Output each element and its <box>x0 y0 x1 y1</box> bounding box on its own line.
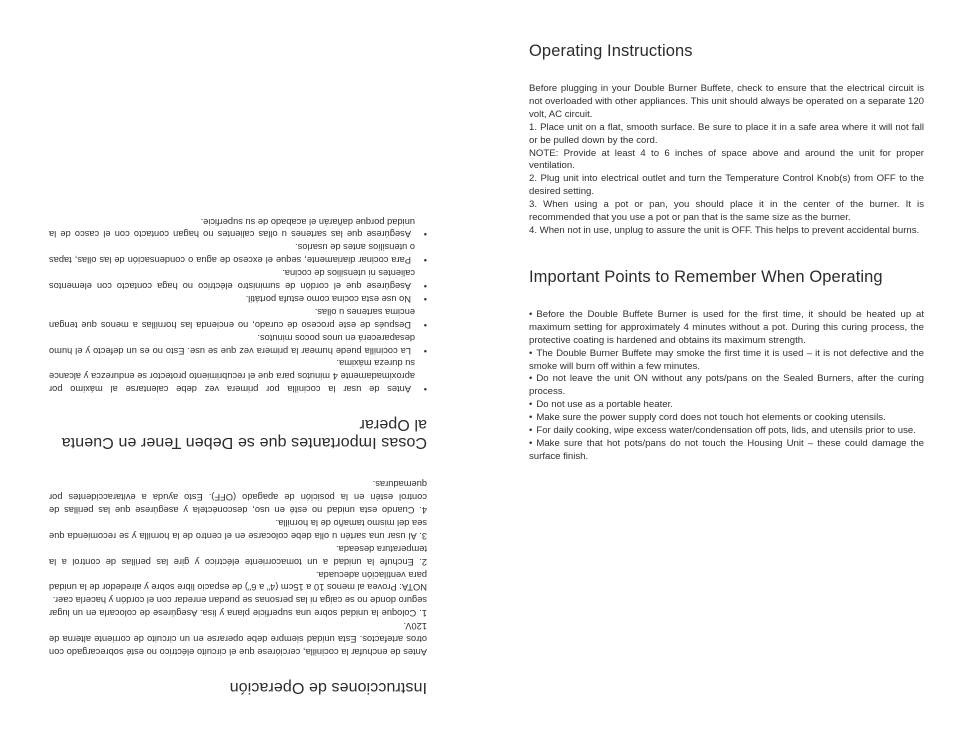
list-item: •Asegúrese que el cordón de suministro eléctrico no haga contacto con elementos calientes ni utensilios de cocina. <box>49 268 427 292</box>
bullet-icon: • <box>529 412 533 424</box>
spanish-important-title: Cosas Importantes que se Deben Tener en Cuenta al Operar <box>61 416 427 452</box>
list-item: • The Double Burner Buffete may smoke the first time it is used – it is not defective and the smoke will burn off within a few minutes. <box>529 347 924 372</box>
bullet-icon: • <box>423 229 427 240</box>
spanish-step-2: 2. Enchufe la unidad a un tomacorriente eléctrico y gire las perillas de control a la temperatura deseada. <box>49 543 427 567</box>
bullet-icon: • <box>423 345 427 356</box>
spanish-step-4: 4. Cuando esta unidad no esté en uso, desconéctela y asegúrese que las perillas de control estén en la posición de apagado (OFF). Esto ayuda a evitaraccidentes por quemaduras. <box>49 479 427 516</box>
list-item: • Make sure the power supply cord does not touch hot elements or cooking utensils. <box>529 412 886 424</box>
english-step-2: 2. Plug unit into electrical outlet and turn the Temperature Control Knob(s) from OFF to the desired setting. <box>529 173 924 198</box>
english-important-title: Important Points to Remember When Operating <box>529 267 883 286</box>
list-item: •Para cocinar diariamente, seque el exceso de agua o condensación de las ollas, tapas o utensilios antes de usarlos. <box>49 242 427 266</box>
english-note: NOTE: Provide at least 4 to 6 inches of space above and around the unit for proper ventilation. <box>529 147 924 172</box>
list-item: •Asegúrese que las sartenes u ollas calientes no hagan contacto con el casco de la unidad porque dañarán el acabado de su superficie. <box>49 216 427 240</box>
english-important-section <box>529 268 924 464</box>
list-item: •Antes de usar la cocinilla por primera vez debe calentarse al máximo por aproximadamente 4 minutos para que el recubrimiento protector se endurezca y alcance su dureza máxima. <box>49 358 427 395</box>
english-important-list <box>529 309 924 464</box>
list-item: • Make sure that hot pots/pans do not touch the Housing Unit – these could damage the surface finish. <box>529 437 924 462</box>
list-item: •La cocinilla puede humear la primera vez que se use. Esto no es un defecto y el humo desaparecerá en unos pocos minutos. <box>49 332 427 356</box>
english-step-4: 4. When not in use, unplug to assure the unit is OFF. This helps to prevent accidental burns. <box>529 224 920 236</box>
list-item: • Before the Double Buffete Burner is used for the first time, it should be heated up at maximum setting for approximately 4 minutes without a pot. During this curing process, the protective coating is hardened and obtains its maximum strength. <box>529 308 924 346</box>
list-item: •No use esta cocina como estufa portátil. <box>245 293 427 304</box>
bullet-icon: • <box>423 319 427 330</box>
spanish-step-1: 1. Coloque la unidad sobre una superficie plana y lisa. Asegúrese de colocarla en un lugar seguro donde no se caiga ni las personas se puedan enredar con el cordón y hacerla caer. <box>49 595 427 619</box>
bullet-icon: • <box>529 425 533 437</box>
list-item: • Do not leave the unit ON without any pots/pans on the Sealed Burners, after the curing process. <box>529 373 924 398</box>
spanish-important-section <box>49 215 427 452</box>
english-operating-intro: Before plugging in your Double Burner Buffete, check to ensure that the electrical circuit is not overloaded with other appliances. This unit should always be operated on a separate 120 volt, AC circuit. <box>529 83 924 120</box>
spanish-operating-title: Instrucciones de Operación <box>229 679 427 696</box>
bullet-icon: • <box>529 373 533 385</box>
english-operating-title: Operating Instructions <box>529 42 693 60</box>
english-content <box>529 42 924 464</box>
english-page <box>477 0 954 738</box>
list-item: •Después de este proceso de curado, no encienda las hornillas a menos que tengan encima sartenes u ollas. <box>49 306 427 330</box>
spanish-step-3: 3. Al usar una sartén u olla debe colocarse en el centro de la hornilla y se recomienda que sea del mismo tamaño de la hornilla. <box>49 517 427 541</box>
bullet-icon: • <box>529 437 533 449</box>
spanish-operating-intro: Antes de enchufar la cocinilla, cerciórese que el circuito eléctrico no esté sobrecargado con otros artefactos. Esta unidad siempre debe operarse en un circuito de corriente alterna de 120V. <box>49 621 427 657</box>
bullet-icon: • <box>529 399 533 411</box>
list-item: • For daily cooking, wipe excess water/condensation off pots, lids, and utensils prior to use. <box>529 425 916 437</box>
bullet-icon: • <box>529 347 533 359</box>
english-step-3: 3. When using a pot or pan, you should place it in the center of the burner. It is recommended that you use a pot or pan that is the same size as the burner. <box>529 199 924 224</box>
spanish-note: NOTA: Provea al menos 10 a 15cm (4" a 6") de espacio libre sobre y alrededor de la unidad para ventilación adecuada. <box>49 569 427 593</box>
english-step-1: 1. Place unit on a flat, smooth surface. Be sure to place it in a safe area where it will not fall or be pulled down by the cord. <box>529 121 924 146</box>
bullet-icon: • <box>423 281 427 292</box>
spanish-content <box>49 215 427 696</box>
bullet-icon: • <box>423 293 427 304</box>
list-item: • Do not use as a portable heater. <box>529 399 673 411</box>
bullet-icon: • <box>423 384 427 395</box>
spanish-important-list <box>49 215 427 396</box>
bullet-icon: • <box>529 308 533 320</box>
bullet-icon: • <box>423 255 427 266</box>
